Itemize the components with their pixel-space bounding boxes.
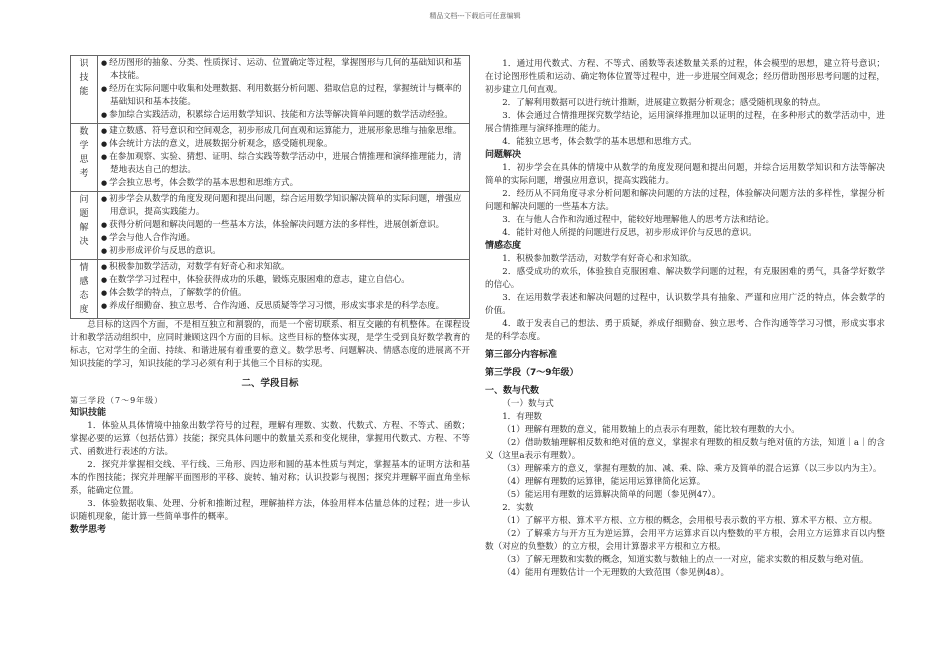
paragraph: 1．积极参加数学活动，对数学有好奇心和求知欲。	[502, 254, 697, 264]
topic-heading: 1．有理数	[502, 412, 543, 422]
goal-item: ● 经历在实际问题中收集和处理数据、利用数据分析问题、猎取信息的过程，掌握统计与概率的基础知识和基本技能。	[101, 83, 466, 109]
category-cell: 问 题 解 决	[71, 192, 98, 260]
goal-item: ● 在参加观察、实验、猜想、证明、综合实践等数学活动中，进展合情推理和演绎推理能力，清楚地表达自己的想法。	[101, 151, 466, 177]
goal-item: ● 积极参加数学活动，对数学有好奇心和求知欲。	[101, 261, 466, 274]
goal-item: ● 学会独立思考，体会数学的基本思想和思维方式。	[101, 177, 466, 190]
paragraph: （2）借助数轴理解相反数和绝对值的意义，掌握求有理数的相反数与绝对值的方法，知道｜a｜的含义（这里a表示有理数）。	[485, 438, 885, 461]
paragraph: 1．通过用代数式、方程、不等式、函数等表述数量关系的过程，体会模型的思想，建立符号意识；在讨论图形性质和运动、确定物体位置等过程中，进一步进展空间观念；经历借助图形思考问题的过程，初步建立几何直观。	[485, 59, 885, 95]
paragraph: （5）能运用有理数的运算解决简单的问题（参见例47）。	[502, 490, 721, 500]
section-heading: 一、数与代数	[485, 386, 540, 396]
left-column	[70, 55, 470, 537]
table-row	[71, 56, 470, 124]
paragraph: 1．初步学会在具体的情境中从数学的角度发现问题和提出问题，并综合运用数学知识和方法等解决简单的实际问题，增强应用意识，提高实践能力。	[485, 163, 885, 186]
goal-item: ● 体会数学的特点，了解数学的价值。	[101, 287, 466, 300]
goal-items	[98, 192, 470, 260]
knowledge-heading: 知识技能	[70, 408, 107, 418]
goal-item: ● 养成仔细勤奋、独立思考、合作沟通、反思质疑等学习习惯，形成实事求是的科学态度。	[101, 300, 466, 313]
category-cell: 情 感 态 度	[71, 260, 98, 319]
paragraph: 1．体验从具体情境中抽象出数学符号的过程，理解有理数、实数、代数式、方程、不等式、函数；掌握必要的运算（包括估算）技能；探究具体问题中的数量关系和变化规律，掌握用代数式、方程、不等式、函数进行表述的方法。	[70, 421, 470, 457]
paragraph: 4．能针对他人所提的问题进行反思，初步形成评价与反思的意识。	[502, 228, 757, 238]
goal-item: ● 学会与他人合作沟通。	[101, 232, 466, 245]
goal-items	[98, 260, 470, 319]
paragraph: （3）了解无理数和实数的概念，知道实数与数轴上的点一一对应，能求实数的相反数与绝对值。	[502, 555, 869, 565]
paragraph: （3）理解乘方的意义，掌握有理数的加、减、乘、除、乘方及简单的混合运算（以三步以内为主）。	[502, 464, 882, 474]
emotion-heading: 情感态度	[485, 241, 522, 251]
paragraph: 3．体验数据收集、处理、分析和推断过程，理解抽样方法，体验用样本估量总体的过程；进一步认识随机现象，能计算一些简单事件的概率。	[70, 499, 470, 522]
paragraph: 3．在运用数学表述和解决问题的过程中，认识数学具有抽象、严谨和应用广泛的特点，体会数学的价值。	[485, 293, 885, 316]
category-cell: 识 技 能	[71, 56, 98, 124]
goal-item: ● 建立数感、符号意识和空间观念，初步形成几何直观和运算能力，进展形象思维与抽象思维。	[101, 125, 466, 138]
goal-item: ● 在数学学习过程中，体验获得成功的乐趣，锻炼克服困难的意志，建立自信心。	[101, 274, 466, 287]
goal-item: ● 初步形成评价与反思的意识。	[101, 245, 466, 258]
category-cell: 数 学 思 考	[71, 124, 98, 192]
table-row	[71, 260, 470, 319]
topic-heading: 2．实数	[502, 503, 534, 513]
problem-heading: 问题解决	[485, 150, 522, 160]
paragraph: （2）了解乘方与开方互为逆运算，会用平方运算求百以内整数的平方根，会用立方运算求百以内整数（对应的负整数）的立方根，会用计算器求平方根和立方根。	[485, 529, 885, 552]
goal-item: ● 获得分析问题和解决问题的一些基本方法，体验解决问题方法的多样性，进展创新意识。	[101, 219, 466, 232]
goal-items	[98, 124, 470, 192]
table-row	[71, 192, 470, 260]
section-heading: 二、学段目标	[241, 378, 299, 389]
goal-item: ● 经历图形的抽象、分类、性质探讨、运动、位置确定等过程，掌握图形与几何的基础知识和基本技能。	[101, 57, 466, 83]
paragraph: （4）能用有理数估计一个无理数的大致范围（参见例48）。	[502, 568, 730, 578]
part-heading: 第三部分内容标准	[485, 350, 558, 360]
paragraph: （4）理解有理数的运算律，能运用运算律简化运算。	[502, 477, 706, 487]
right-column	[485, 58, 885, 580]
paragraph: 2．经历从不同角度寻求分析问题和解决问题的方法的过程，体验解决问题方法的多样性，掌握分析问题和解决问题的一些基本方法。	[485, 189, 885, 212]
paragraph: 2．了解利用数据可以进行统计推断，进展建立数据分析观念；感受随机现象的特点。	[502, 98, 826, 108]
paragraph: 4．能独立思考，体会数学的基本思想和思维方式。	[502, 137, 697, 147]
stage-heading: 第三学段（7～9年级）	[485, 368, 579, 378]
paragraph: （1）了解平方根、算术平方根、立方根的概念，会用根号表示数的平方根、算术平方根、立方根。	[502, 516, 878, 526]
goal-item: ● 参加综合实践活动，积累综合运用数学知识、技能和方法等解决简单问题的数学活动经验。	[101, 109, 466, 122]
summary-paragraph: 总目标的这四个方面，不是相互独立和割裂的，而是一个密切联系、相互交融的有机整体。在课程设计和教学活动组织中，应同时兼顾这四个方面的目标。这些目标的整体实现，是学生受到良好数学教育的标志，它对学生的全面、持续、和谐进展有着重要的意义。数学思考、问题解决、情感态度的进展离不开知识技能的学习，知识技能的学习必须有利于其他三个目标的实现。	[70, 320, 470, 369]
stage-label: 第三学段（7～9年级）	[70, 396, 164, 405]
thinking-heading: 数学思考	[70, 525, 107, 535]
goal-item: ● 体会统计方法的意义，进展数据分析观念，感受随机现象。	[101, 138, 466, 151]
subsection-heading: （一）数与式	[502, 399, 554, 409]
goals-table	[70, 55, 470, 319]
paragraph: （1）理解有理数的意义，能用数轴上的点表示有理数，能比较有理数的大小。	[502, 425, 800, 435]
goal-items	[98, 56, 470, 124]
paragraph: 3．在与他人合作和沟通过程中，能较好地理解他人的思考方法和结论。	[502, 215, 775, 225]
page-header: 精品文档---下载后可任意编辑	[429, 12, 521, 20]
paragraph: 2．感受成功的欢乐，体验独自克服困难、解决数学问题的过程，有克服困难的勇气，具备学好数学的信心。	[485, 267, 885, 290]
paragraph: 2．探究并掌握相交线、平行线、三角形、四边形和圆的基本性质与判定，掌握基本的证明方法和基本的作图技能；探究并理解平面图形的平移、旋转、轴对称；认识投影与视图；探究并理解平面直角坐标系，能确定位置。	[70, 460, 470, 496]
table-row	[71, 124, 470, 192]
paragraph: 4．敢于发表自己的想法、勇于质疑，养成仔细勤奋、独立思考、合作沟通等学习习惯，形成实事求是的科学态度。	[485, 319, 885, 342]
paragraph: 3．体会通过合情推理探究数学结论，运用演绎推理加以证明的过程，在多种形式的数学活动中，进展合情推理与演绎推理的能力。	[485, 111, 885, 134]
goal-item: ● 初步学会从数学的角度发现问题和提出问题，综合运用数学知识解决简单的实际问题，增强应用意识，提高实践能力。	[101, 193, 466, 219]
